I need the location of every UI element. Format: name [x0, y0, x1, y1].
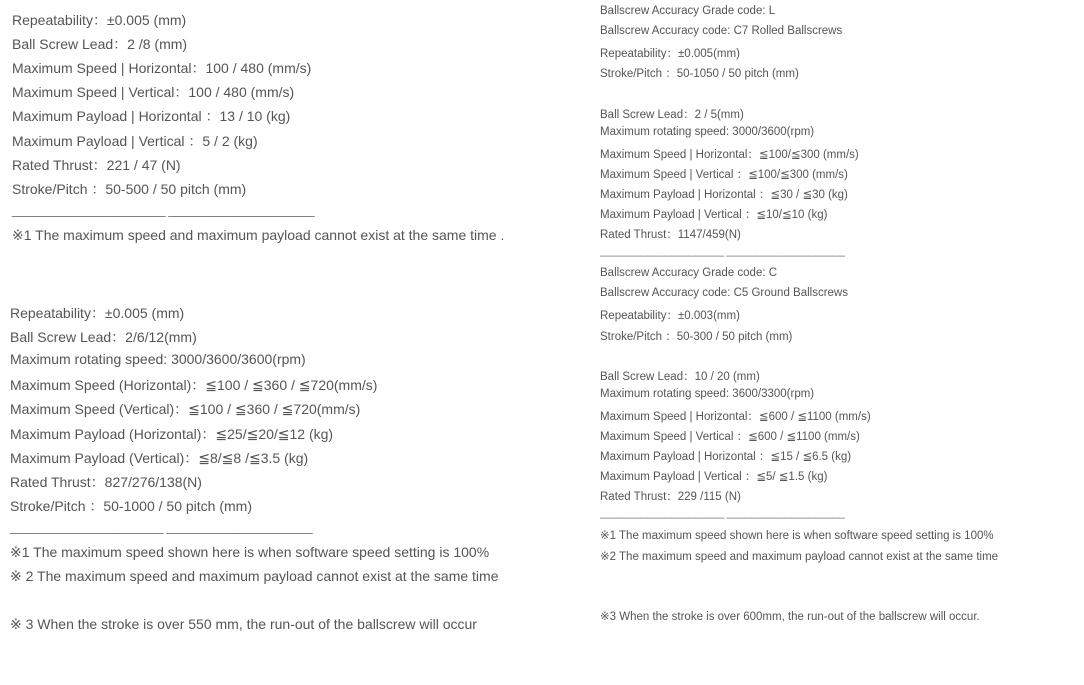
spec-max-speed-horizontal: Maximum Speed | Horizontal：≦100/≦300 (mm/s)	[600, 149, 859, 161]
spec-max-speed-vertical: Maximum Speed (Vertical)：≦100 / ≦360 / ≦720(mm/s)	[10, 401, 361, 417]
spec-ball-screw-lead: Ball Screw Lead：2 / 5(mm)	[600, 109, 744, 121]
spec-max-payload-vertical: Maximum Payload | Vertical ：≦5/ ≦1.5 (kg)	[600, 471, 828, 483]
footnote: ※1 The maximum speed and maximum payload cannot exist at the same time .	[12, 227, 505, 243]
spec-repeatability: Repeatability：±0.005 (mm)	[12, 12, 187, 28]
spec-ball-screw-lead: Ball Screw Lead：2/6/12(mm)	[10, 329, 197, 345]
spec-max-speed-vertical: Maximum Speed | Vertical ：≦600 / ≦1100 (mm/s)	[600, 431, 860, 443]
spec-max-payload-horizontal: Maximum Payload | Horizontal ：≦15 / ≦6.5 (kg)	[600, 451, 852, 463]
spec-repeatability: Repeatability：±0.005(mm)	[600, 48, 740, 60]
separator-rule: _____________________ ____________________	[12, 201, 315, 217]
spec-repeatability: Repeatability：±0.005 (mm)	[10, 305, 185, 321]
spec-max-payload-horizontal: Maximum Payload | Horizontal ：13 / 10 (kg)	[12, 108, 291, 124]
spec-rated-thrust: Rated Thrust：1147/459(N)	[600, 229, 741, 241]
spec-stroke-pitch: Stroke/Pitch ：50-300 / 50 pitch (mm)	[600, 331, 793, 343]
footnote-2: ※ 2 The maximum speed and maximum payload cannot exist at the same time	[10, 568, 499, 584]
separator-rule: _____________________ ____________________	[600, 507, 845, 519]
spec-max-payload-vertical: Maximum Payload (Vertical)：≦8/≦8 /≦3.5 (kg)	[10, 450, 309, 466]
spec-accuracy-code: Ballscrew Accuracy code: C5 Ground Ballscrews	[600, 287, 848, 299]
spec-max-speed-vertical: Maximum Speed | Vertical ：≦100/≦300 (mm/s)	[600, 169, 848, 181]
separator-rule: _____________________ ____________________	[600, 245, 845, 257]
footnote-1: ※1 The maximum speed shown here is when software speed setting is 100%	[10, 544, 490, 560]
spec-max-payload-horizontal: Maximum Payload | Horizontal ：≦30 / ≦30 (kg)	[600, 189, 848, 201]
spec-rated-thrust: Rated Thrust：229 /115 (N)	[600, 491, 741, 503]
spec-max-speed-horizontal: Maximum Speed | Horizontal：100 / 480 (mm/s)	[12, 60, 312, 76]
footnote-3: ※3 When the stroke is over 600mm, the run-out of the ballscrew will occur.	[600, 611, 980, 623]
separator-rule: _____________________ ____________________	[10, 518, 313, 534]
spec-max-speed-horizontal: Maximum Speed (Horizontal)：≦100 / ≦360 / ≦720(mm/s)	[10, 377, 378, 393]
spec-max-speed-horizontal: Maximum Speed | Horizontal：≦600 / ≦1100 (mm/s)	[600, 411, 871, 423]
spec-ball-screw-lead: Ball Screw Lead：2 /8 (mm)	[12, 36, 188, 52]
spec-stroke-pitch: Stroke/Pitch ：50-1000 / 50 pitch (mm)	[10, 498, 252, 514]
spec-rated-thrust: Rated Thrust：221 / 47 (N)	[12, 157, 181, 173]
spec-max-rotating-speed: Maximum rotating speed: 3600/3300(rpm)	[600, 388, 815, 400]
spec-max-speed-vertical: Maximum Speed | Vertical：100 / 480 (mm/s)	[12, 84, 295, 100]
spec-max-rotating-speed: Maximum rotating speed: 3000/3600/3600(rpm)	[10, 351, 306, 367]
spec-accuracy-grade: Ballscrew Accuracy Grade code: L	[600, 5, 776, 17]
spec-max-rotating-speed: Maximum rotating speed: 3000/3600(rpm)	[600, 126, 815, 138]
spec-ball-screw-lead: Ball Screw Lead：10 / 20 (mm)	[600, 371, 760, 383]
footnote-2: ※2 The maximum speed and maximum payload cannot exist at the same time	[600, 551, 999, 563]
footnote-1: ※1 The maximum speed shown here is when software speed setting is 100%	[600, 530, 994, 542]
spec-rated-thrust: Rated Thrust：827/276/138(N)	[10, 474, 202, 490]
spec-accuracy-grade: Ballscrew Accuracy Grade code: C	[600, 267, 778, 279]
spec-max-payload-vertical: Maximum Payload | Vertical ：5 / 2 (kg)	[12, 133, 258, 149]
footnote-3: ※ 3 When the stroke is over 550 mm, the run-out of the ballscrew will occur	[10, 616, 477, 632]
spec-repeatability: Repeatability：±0.003(mm)	[600, 310, 740, 322]
spec-accuracy-code: Ballscrew Accuracy code: C7 Rolled Ballscrews	[600, 25, 843, 37]
spec-max-payload-horizontal: Maximum Payload (Horizontal)：≦25/≦20/≦12 (kg)	[10, 426, 334, 442]
spec-max-payload-vertical: Maximum Payload | Vertical ：≦10/≦10 (kg)	[600, 209, 828, 221]
spec-stroke-pitch: Stroke/Pitch ：50-1050 / 50 pitch (mm)	[600, 68, 799, 80]
spec-stroke-pitch: Stroke/Pitch ：50-500 / 50 pitch (mm)	[12, 181, 247, 197]
